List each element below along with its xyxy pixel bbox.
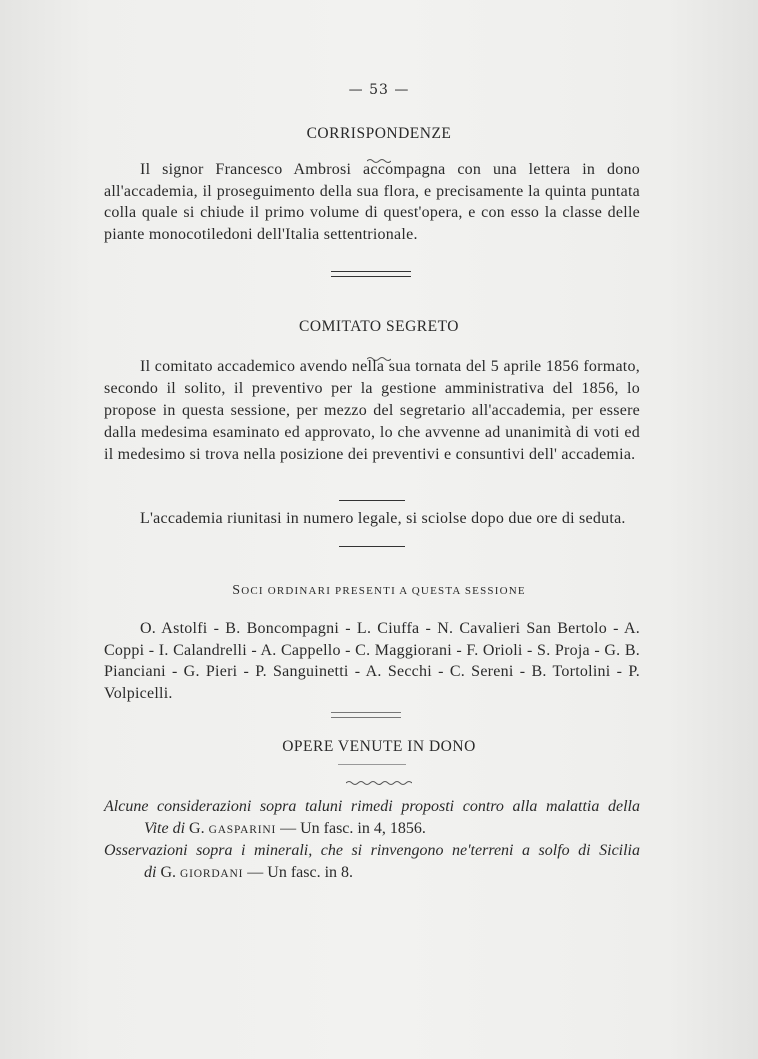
section-title-opere: OPERE VENUTE IN DONO bbox=[282, 738, 476, 755]
gift-attribution bbox=[104, 862, 640, 886]
gift-details: — Un fasc. in 4, 1856. bbox=[280, 819, 426, 837]
section-title-comitato: COMITATO SEGRETO bbox=[299, 318, 459, 335]
members-heading bbox=[0, 583, 758, 599]
author-name: GASPARINI bbox=[208, 823, 277, 836]
rule-divider bbox=[338, 764, 406, 765]
gift-title-end: Vite di bbox=[144, 819, 186, 837]
page-number: — 53 — bbox=[348, 82, 410, 98]
paragraph-corrispondenze: Il signor Francesco Ambrosi accompagna con una lettera in dono all'accademia, il proseguimento della sua flora, e precisamente la quinta puntata colla quale si chiude il primo volume di quest'opera, e con esso la classe delle piante monocotiledoni dell'Italia settentrionale. bbox=[104, 161, 640, 243]
gift-title: Alcune considerazioni sopra taluni rimedi proposti contro alla malattia della bbox=[104, 798, 640, 815]
members-heading-initial: S bbox=[232, 583, 242, 598]
gift-title: Osservazioni sopra i minerali, che si rinvengono ne'terreni a solfo di Sicilia bbox=[104, 842, 640, 859]
squiggle-ornament bbox=[0, 771, 758, 790]
gift-entry bbox=[104, 796, 640, 841]
paragraph-closing: L'accademia riunitasi in numero legale, si sciolse dopo due ore di seduta. bbox=[140, 510, 626, 527]
author-initial: G. bbox=[160, 863, 177, 881]
section-title-corrispondenze: CORRISPONDENZE bbox=[306, 125, 452, 142]
gift-attribution bbox=[104, 818, 640, 842]
rule-divider bbox=[339, 546, 405, 547]
double-rule-divider bbox=[331, 271, 411, 277]
author-initial: G. bbox=[189, 819, 205, 837]
gift-details: — Un fasc. in 8. bbox=[247, 863, 354, 881]
gift-title-end: di bbox=[144, 863, 157, 881]
paragraph-comitato: Il comitato accademico avendo nella sua tornata del 5 aprile 1856 formato, secondo il solito, il preventivo per la gestione amministrativa del 1856, lo propose in questa sessione, per mezzo del segretario all'accademia, per essere dalla medesima esaminato ed approvato, lo che avvenne ad unanimità di voti ed il medesimo si trova nella posizione dei preventivi e consuntivi dell' accademia. bbox=[104, 358, 640, 463]
gift-entry bbox=[104, 840, 640, 885]
members-list: O. Astolfi - B. Boncompagni - L. Ciuffa - N. Cavalieri San Bertolo - A. Coppi - I. Calandrelli - A. Cappello - C. Maggiorani - F. Orioli - S. Proja - G. B. Pianciani - G. Pieri - P. Sanguinetti - A. Secchi - C. Sereni - B. Tortolini - P. Volpicelli. bbox=[104, 620, 640, 702]
author-name: GIORDANI bbox=[180, 867, 244, 880]
members-heading-rest: OCI ORDINARI PRESENTI A QUESTA SESSIONE bbox=[241, 585, 526, 597]
double-rule-divider bbox=[331, 712, 401, 718]
rule-divider bbox=[339, 500, 405, 501]
